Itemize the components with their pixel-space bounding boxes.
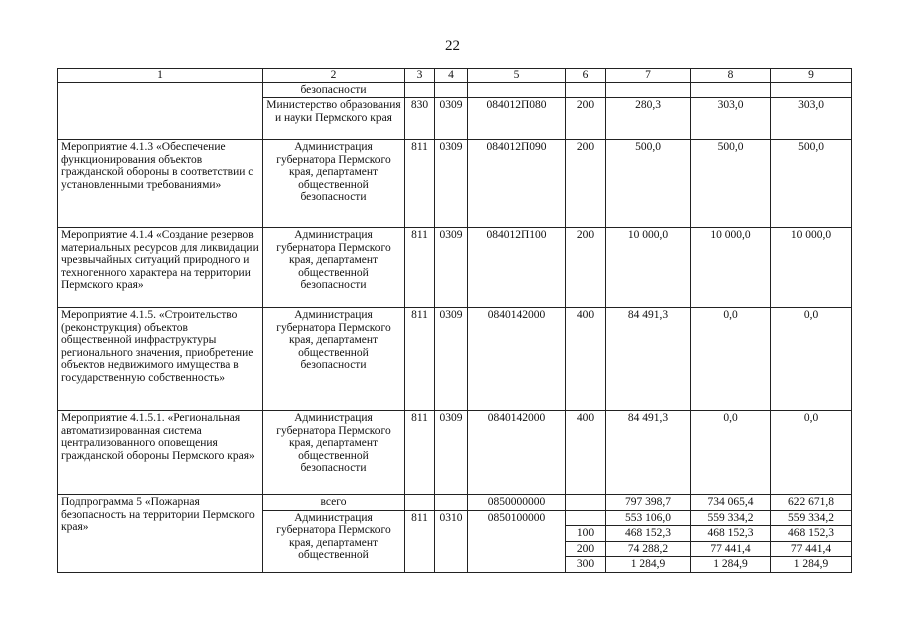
- amount-year2-cell: 734 065,4: [691, 495, 771, 511]
- target-article-cell: 0850000000: [468, 495, 566, 511]
- target-article-cell: 084012П080: [468, 98, 566, 140]
- section-code-cell: 0309: [435, 411, 468, 495]
- target-article-cell: 0850100000: [468, 510, 566, 572]
- amount-year3-cell: 468 152,3: [771, 526, 852, 542]
- section-code-cell: 0309: [435, 228, 468, 308]
- executor-cell: Администрация губернатора Пермского края, департамент общественной безопасности: [263, 411, 405, 495]
- amount-year2-cell: 500,0: [691, 140, 771, 228]
- amount-year1-cell: 500,0: [606, 140, 691, 228]
- amount-year3-cell: 10 000,0: [771, 228, 852, 308]
- measure-cell: Мероприятие 4.1.5.1. «Региональная автоматизированная система централизованного оповещения гражданской обороны Пермского края»: [58, 411, 263, 495]
- executor-cell: Администрация губернатора Пермского края, департамент общественной безопасности: [263, 228, 405, 308]
- amount-year2-cell: 1 284,9: [691, 557, 771, 573]
- header-cell: 9: [771, 69, 852, 83]
- expense-type-cell: 200: [566, 541, 606, 557]
- amount-year3-cell: 559 334,2: [771, 510, 852, 526]
- expense-type-cell: 300: [566, 557, 606, 573]
- measure-cell: Мероприятие 4.1.5. «Строительство (реконструкция) объектов общественной инфраструктуры регионального значения, приобретение объектов недвижимого имущества в государственную собственность»: [58, 308, 263, 411]
- amount-year3-cell: 0,0: [771, 308, 852, 411]
- section-code-cell: 0309: [435, 140, 468, 228]
- amount-year2-cell: 0,0: [691, 308, 771, 411]
- table-row: [58, 495, 852, 511]
- amount-year2-cell: 77 441,4: [691, 541, 771, 557]
- amount-year2-cell: 303,0: [691, 98, 771, 140]
- amount-year1-cell: 10 000,0: [606, 228, 691, 308]
- expense-type-cell: 400: [566, 308, 606, 411]
- executor-cell: Министерство образования и науки Пермского края: [263, 98, 405, 140]
- page-number: 22: [445, 38, 460, 54]
- amount-year1-cell: 84 491,3: [606, 308, 691, 411]
- amount-year2-cell: 559 334,2: [691, 510, 771, 526]
- amount-year3-cell: 500,0: [771, 140, 852, 228]
- expense-type-cell: 100: [566, 526, 606, 542]
- amount-year3-cell: 1 284,9: [771, 557, 852, 573]
- ministry-code-cell: 811: [405, 308, 435, 411]
- ministry-code-cell: 811: [405, 411, 435, 495]
- amount-year1-cell: 84 491,3: [606, 411, 691, 495]
- executor-cell: Администрация губернатора Пермского края, департамент общественной: [263, 510, 405, 572]
- executor-cell: безопасности: [263, 82, 405, 98]
- executor-cell: всего: [263, 495, 405, 511]
- table-header-row: [58, 69, 852, 83]
- section-code-cell: 0310: [435, 510, 468, 572]
- table-row: [58, 82, 852, 98]
- amount-year2-cell: 0,0: [691, 411, 771, 495]
- section-code-cell: 0309: [435, 98, 468, 140]
- header-cell: 5: [468, 69, 566, 83]
- table-row: [58, 411, 852, 495]
- budget-table: [57, 68, 852, 573]
- executor-cell: Администрация губернатора Пермского края, департамент общественной безопасности: [263, 308, 405, 411]
- program-cell: [58, 82, 263, 140]
- subprogram-cell: Подпрограмма 5 «Пожарная безопасность на территории Пермского края»: [58, 495, 263, 573]
- amount-year2-cell: 10 000,0: [691, 228, 771, 308]
- ministry-code-cell: 811: [405, 510, 435, 572]
- target-article-cell: 0840142000: [468, 411, 566, 495]
- measure-cell: Мероприятие 4.1.3 «Обеспечение функционирования объектов гражданской обороны в соответствии с установленными требованиями»: [58, 140, 263, 228]
- header-cell: 4: [435, 69, 468, 83]
- ministry-code-cell: 830: [405, 98, 435, 140]
- amount-year1-cell: 74 288,2: [606, 541, 691, 557]
- amount-year3-cell: 77 441,4: [771, 541, 852, 557]
- expense-type-cell: 200: [566, 228, 606, 308]
- amount-year1-cell: 468 152,3: [606, 526, 691, 542]
- amount-year2-cell: 468 152,3: [691, 526, 771, 542]
- amount-year3-cell: 0,0: [771, 411, 852, 495]
- expense-type-cell: 200: [566, 140, 606, 228]
- table-row: [58, 140, 852, 228]
- target-article-cell: 084012П090: [468, 140, 566, 228]
- ministry-code-cell: 811: [405, 228, 435, 308]
- table-row: [58, 308, 852, 411]
- target-article-cell: 0840142000: [468, 308, 566, 411]
- target-article-cell: 084012П100: [468, 228, 566, 308]
- amount-year1-cell: 280,3: [606, 98, 691, 140]
- expense-type-cell: 400: [566, 411, 606, 495]
- amount-year1-cell: 553 106,0: [606, 510, 691, 526]
- header-cell: 2: [263, 69, 405, 83]
- amount-year1-cell: 797 398,7: [606, 495, 691, 511]
- header-cell: 8: [691, 69, 771, 83]
- measure-cell: Мероприятие 4.1.4 «Создание резервов материальных ресурсов для ликвидации чрезвычайных ситуаций природного и техногенного характера на территории Пермского края»: [58, 228, 263, 308]
- amount-year1-cell: 1 284,9: [606, 557, 691, 573]
- header-cell: 7: [606, 69, 691, 83]
- section-code-cell: 0309: [435, 308, 468, 411]
- header-cell: 1: [58, 69, 263, 83]
- ministry-code-cell: 811: [405, 140, 435, 228]
- header-cell: 3: [405, 69, 435, 83]
- header-cell: 6: [566, 69, 606, 83]
- amount-year3-cell: 303,0: [771, 98, 852, 140]
- expense-type-cell: 200: [566, 98, 606, 140]
- amount-year3-cell: 622 671,8: [771, 495, 852, 511]
- table-row: [58, 228, 852, 308]
- executor-cell: Администрация губернатора Пермского края, департамент общественной безопасности: [263, 140, 405, 228]
